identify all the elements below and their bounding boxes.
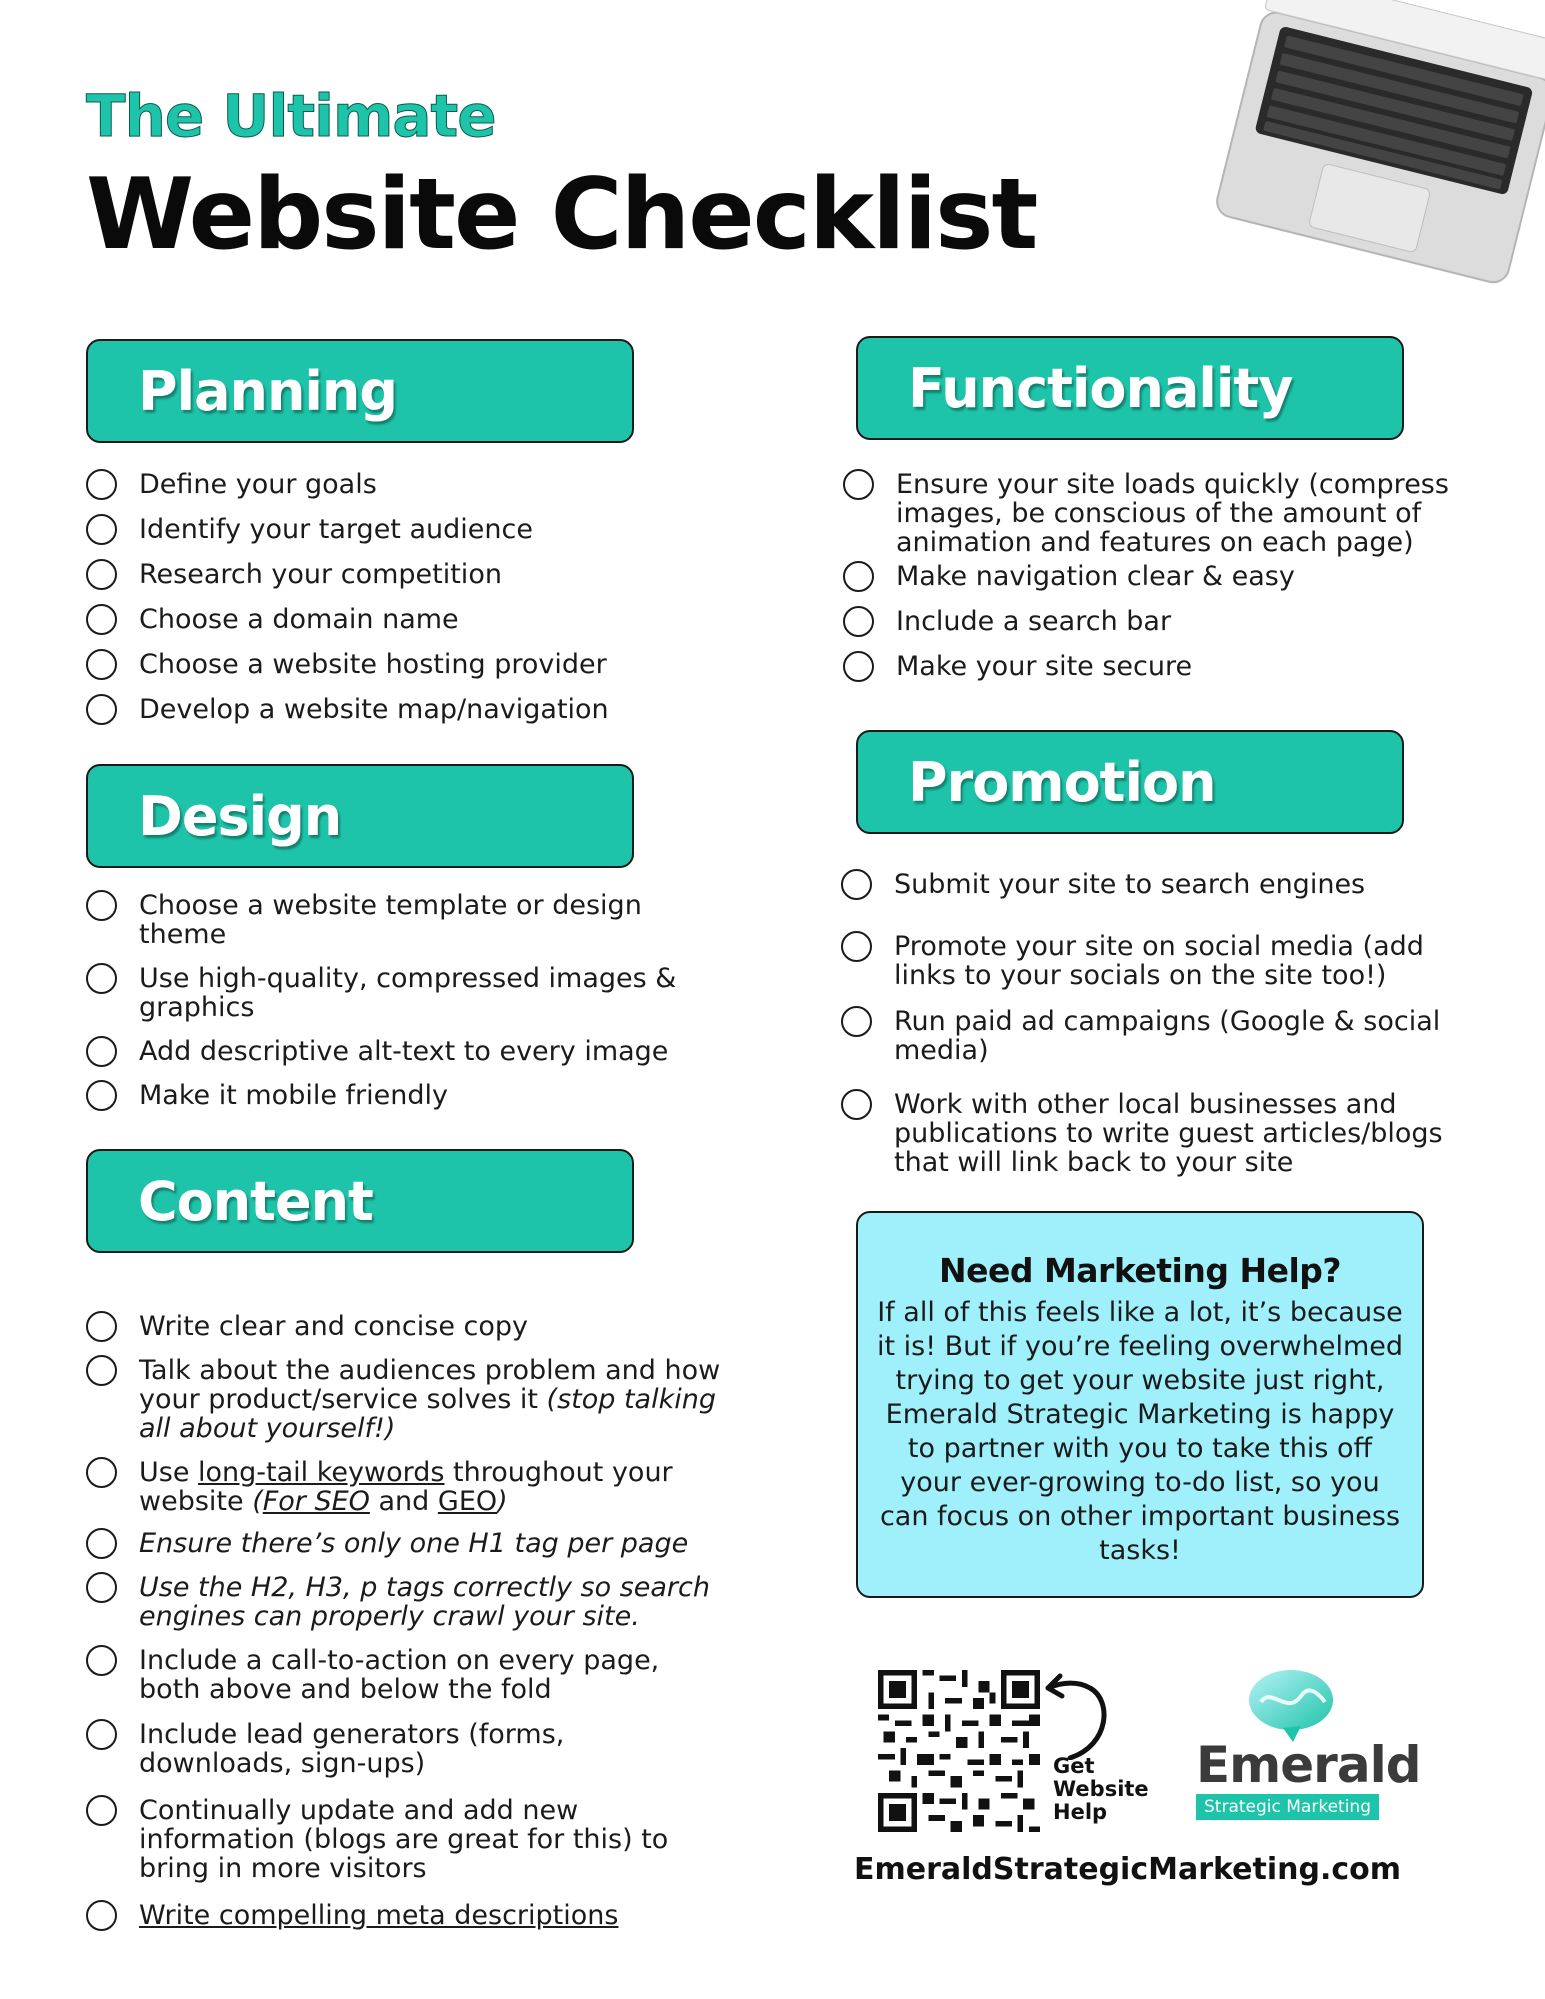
checkbox-circle[interactable] (86, 1795, 117, 1826)
help-title: Need Marketing Help? (938, 1251, 1342, 1290)
list-item[interactable]: Use long-tail keywords throughout your website (For SEO and GEO) (86, 1458, 726, 1529)
list-item[interactable]: Ensure your site loads quickly (compress images, be conscious of the amount of animation and features on each page) (843, 470, 1473, 562)
laptop-image (1195, 0, 1545, 310)
section-title: Design (138, 784, 342, 848)
list-item[interactable]: Make navigation clear & easy (843, 562, 1473, 607)
section-header-content (86, 1149, 634, 1253)
checkbox-circle[interactable] (86, 1457, 117, 1488)
page-subtitle: The Ultimate (86, 82, 496, 150)
geo-link[interactable]: GEO (437, 1486, 498, 1517)
checkbox-circle[interactable] (86, 1355, 117, 1386)
brain-logo-icon (1245, 1662, 1337, 1744)
list-item[interactable]: Ensure there’s only one H1 tag per page (86, 1529, 726, 1573)
checkbox-circle[interactable] (86, 649, 117, 680)
section-title: Promotion (908, 750, 1216, 814)
checkbox-circle[interactable] (86, 559, 117, 590)
section-title: Functionality (908, 356, 1293, 420)
help-body: If all of this feels like a lot, it’s because it is! But if you’re feeling overwhelmed trying to get your website just right, Emerald Strategic Marketing is happy to partner with you to take this off your ever-growing to-do list, so you can focus on other important business tasks! (876, 1297, 1404, 1566)
checkbox-circle[interactable] (86, 514, 117, 545)
qr-code[interactable] (878, 1670, 1040, 1832)
checkbox-circle[interactable] (86, 1645, 117, 1676)
list-item[interactable]: Continually update and add new information (blogs are great for this) to bring in more visitors (86, 1796, 726, 1901)
checkbox-circle[interactable] (86, 1036, 117, 1067)
long-tail-keywords-link[interactable]: long-tail keywords (198, 1457, 445, 1488)
checkbox-circle[interactable] (86, 469, 117, 500)
checkbox-circle[interactable] (86, 963, 117, 994)
list-item[interactable]: Add descriptive alt-text to every image (86, 1037, 706, 1081)
checkbox-circle[interactable] (841, 1006, 872, 1037)
qr-label: Get Website Help (1053, 1754, 1149, 1824)
section-header-promotion (856, 730, 1404, 834)
checkbox-circle[interactable] (86, 890, 117, 921)
logo-tagline: Strategic Marketing (1196, 1794, 1379, 1820)
curved-arrow-icon (1040, 1670, 1120, 1760)
checkbox-circle[interactable] (86, 604, 117, 635)
checkbox-circle[interactable] (86, 1572, 117, 1603)
list-item[interactable]: Choose a website template or design theme (86, 891, 706, 964)
list-item[interactable]: Work with other local businesses and publications to write guest articles/blogs that will link back to your site (841, 1090, 1473, 1180)
list-item[interactable]: Write compelling meta descriptions (86, 1901, 726, 1945)
checkbox-circle[interactable] (86, 1080, 117, 1111)
checkbox-circle[interactable] (86, 1900, 117, 1931)
checkbox-circle[interactable] (843, 651, 874, 682)
list-item[interactable]: Use the H2, H3, p tags correctly so search engines can properly crawl your site. (86, 1573, 726, 1646)
list-item[interactable]: Research your competition (86, 560, 726, 605)
list-item[interactable]: Run paid ad campaigns (Google & social media) (841, 1007, 1473, 1090)
list-item[interactable]: Make it mobile friendly (86, 1081, 706, 1125)
logo-wordmark: Emerald (1196, 1736, 1421, 1794)
marketing-help-box (856, 1211, 1424, 1598)
section-header-functionality (856, 336, 1404, 440)
checkbox-circle[interactable] (86, 1719, 117, 1750)
list-item[interactable]: Define your goals (86, 470, 726, 515)
content-list (86, 1312, 726, 1945)
planning-list (86, 470, 726, 740)
list-item[interactable]: Choose a domain name (86, 605, 726, 650)
checkbox-circle[interactable] (86, 1528, 117, 1559)
list-item[interactable]: Include lead generators (forms, downloads, sign-ups) (86, 1720, 726, 1796)
section-header-planning (86, 339, 634, 443)
seo-link[interactable]: For SEO (262, 1486, 370, 1517)
design-list (86, 891, 706, 1125)
website-url[interactable]: EmeraldStrategicMarketing.com (854, 1852, 1402, 1887)
checkbox-circle[interactable] (86, 1311, 117, 1342)
list-item[interactable]: Develop a website map/navigation (86, 695, 726, 740)
checkbox-circle[interactable] (86, 694, 117, 725)
list-item[interactable]: Choose a website hosting provider (86, 650, 726, 695)
checkbox-circle[interactable] (843, 606, 874, 637)
list-item[interactable]: Include a search bar (843, 607, 1473, 652)
list-item[interactable]: Identify your target audience (86, 515, 726, 560)
list-item[interactable]: Make your site secure (843, 652, 1473, 697)
checkbox-circle[interactable] (841, 931, 872, 962)
checkbox-circle[interactable] (843, 469, 874, 500)
checkbox-circle[interactable] (841, 1089, 872, 1120)
checkbox-circle[interactable] (841, 869, 872, 900)
list-item[interactable]: Include a call-to-action on every page, both above and below the fold (86, 1646, 726, 1720)
list-item[interactable]: Use high-quality, compressed images & graphics (86, 964, 706, 1037)
page-title: Website Checklist (86, 158, 1037, 272)
functionality-list (843, 470, 1473, 697)
section-title: Content (138, 1169, 373, 1233)
list-item[interactable]: Submit your site to search engines (841, 870, 1473, 932)
checkbox-circle[interactable] (843, 561, 874, 592)
list-item[interactable]: Promote your site on social media (add links to your socials on the site too!) (841, 932, 1473, 1007)
section-header-design (86, 764, 634, 868)
list-item[interactable]: Talk about the audiences problem and how your product/service solves it (stop talking all about yourself!) (86, 1356, 726, 1458)
promotion-list (841, 870, 1473, 1180)
section-title: Planning (138, 359, 398, 423)
list-item[interactable]: Write clear and concise copy (86, 1312, 726, 1356)
